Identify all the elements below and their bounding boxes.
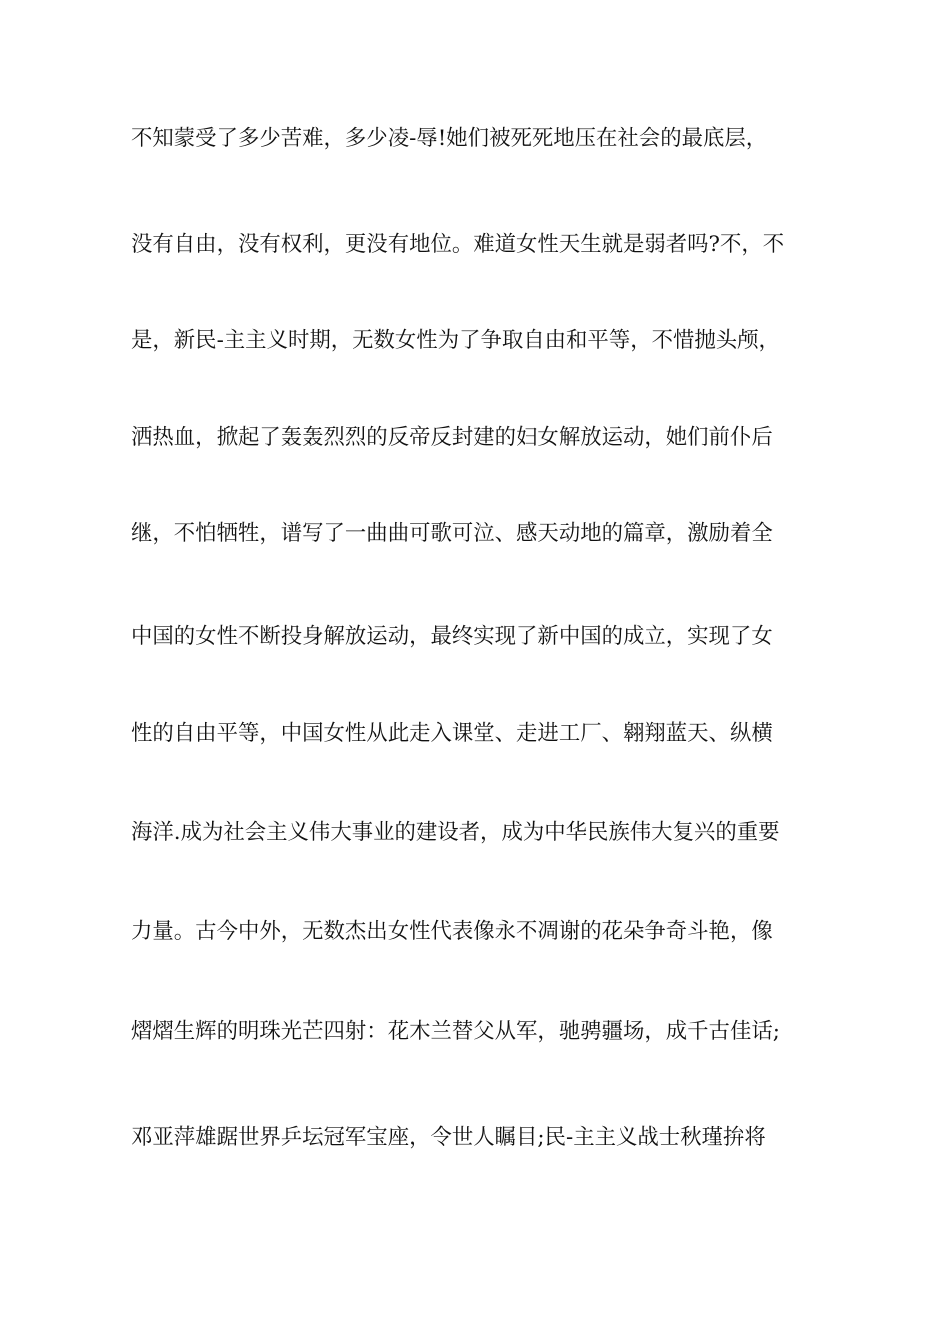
text-line-7: 性的自由平等，中国女性从此走入课堂、走进工厂、翱翔蓝天、纵横 [131,721,773,746]
text-line-3: 是，新民-主主义时期，无数女性为了争取自由和平等，不惜抛头颅， [131,328,780,353]
text-line-5: 继，不怕牺牲，谱写了一曲曲可歌可泣、感天动地的篇章，激励着全 [131,521,773,546]
text-line-1: 不知蒙受了多少苦难，多少凌-辱!她们被死死地压在社会的最底层， [131,126,768,151]
text-line-6: 中国的女性不断投身解放运动，最终实现了新中国的成立，实现了女 [131,624,773,649]
text-line-11: 邓亚萍雄踞世界乒坛冠军宝座，令世人瞩目;民-主主义战士秋瑾拚将 [131,1125,766,1150]
text-line-4: 洒热血，掀起了轰轰烈烈的反帝反封建的妇女解放运动，她们前仆后 [131,425,773,450]
text-line-10: 熠熠生辉的明珠光芒四射：花木兰替父从军，驰骋疆场，成千古佳话; [131,1019,780,1044]
text-line-2: 没有自由，没有权利，更没有地位。难道女性天生就是弱者吗?不，不 [131,232,785,257]
text-line-8: 海洋.成为社会主义伟大事业的建设者，成为中华民族伟大复兴的重要 [131,820,780,845]
text-line-9: 力量。古今中外，无数杰出女性代表像永不凋谢的花朵争奇斗艳，像 [131,919,773,944]
